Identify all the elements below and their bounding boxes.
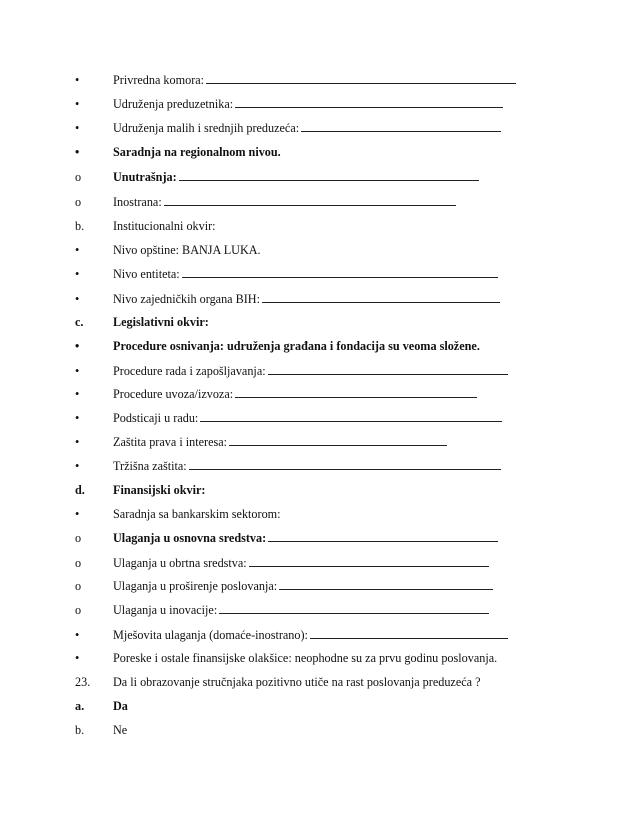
item-text: Tržišna zaštita:	[113, 459, 187, 473]
list-marker: b.	[75, 219, 85, 233]
list-item	[0, 627, 638, 643]
fill-in-blank	[229, 434, 447, 446]
list-item	[0, 314, 638, 330]
list-marker: c.	[75, 315, 84, 329]
fill-in-blank	[310, 627, 508, 639]
item-text: Privredna komora:	[113, 73, 205, 87]
list-marker: o	[75, 531, 82, 545]
item-text: Inostrana:	[113, 195, 162, 209]
fill-in-blank	[235, 386, 477, 398]
list-marker: •	[75, 267, 80, 281]
fill-in-blank	[268, 530, 498, 542]
item-text: Udruženja preduzetnika:	[113, 97, 234, 111]
question-number: 23.	[75, 675, 91, 689]
list-item	[0, 578, 638, 594]
list-item	[0, 458, 638, 474]
item-text: Udruženja malih i srednjih preduzeća:	[113, 121, 300, 135]
list-item	[0, 72, 638, 88]
fill-in-blank	[179, 169, 479, 181]
list-marker: •	[75, 145, 80, 159]
list-item	[0, 482, 638, 498]
fill-in-blank	[249, 555, 489, 567]
item-text: Unutrašnja:	[113, 170, 177, 184]
list-item	[0, 434, 638, 450]
list-item	[0, 144, 638, 160]
list-marker: o	[75, 556, 82, 570]
item-text: Legislativni okvir:	[113, 315, 209, 329]
list-marker: •	[75, 121, 80, 135]
list-marker: •	[75, 243, 80, 257]
list-item	[0, 120, 638, 136]
item-text: Zaštita prava i interesa:	[113, 435, 228, 449]
list-marker: •	[75, 651, 80, 665]
fill-in-blank	[182, 266, 498, 278]
item-text: Institucionalni okvir:	[113, 219, 216, 233]
list-item	[0, 291, 638, 307]
list-marker: •	[75, 628, 80, 642]
item-text: Ulaganja u proširenje poslovanja:	[113, 579, 278, 593]
list-item	[0, 650, 638, 666]
list-item	[0, 410, 638, 426]
list-marker: o	[75, 170, 82, 184]
list-item	[0, 506, 638, 522]
list-marker: •	[75, 387, 80, 401]
fill-in-blank	[235, 96, 503, 108]
list-marker: d.	[75, 483, 85, 497]
option-marker: a.	[75, 699, 85, 713]
fill-in-blank	[268, 363, 508, 375]
list-item	[0, 602, 638, 618]
item-text: Procedure osnivanja: udruženja građana i fondacija su veoma složene.	[113, 339, 480, 353]
fill-in-blank	[206, 72, 516, 84]
answer-option	[0, 698, 638, 714]
item-text: Saradnja na regionalnom nivou.	[113, 145, 281, 159]
list-marker: •	[75, 292, 80, 306]
list-marker: •	[75, 339, 80, 353]
list-marker: •	[75, 73, 80, 87]
list-item	[0, 386, 638, 402]
list-marker: •	[75, 411, 80, 425]
list-item	[0, 242, 638, 258]
list-item	[0, 218, 638, 234]
list-marker: o	[75, 579, 82, 593]
fill-in-blank	[200, 410, 502, 422]
list-item	[0, 169, 638, 185]
item-text: Nivo zajedničkih organa BIH:	[113, 292, 260, 306]
item-text: Nivo entiteta:	[113, 267, 180, 281]
list-item	[0, 338, 638, 354]
option-text: Ne	[113, 723, 128, 737]
item-text: Ulaganja u inovacije:	[113, 603, 218, 617]
fill-in-blank	[301, 120, 501, 132]
list-marker: •	[75, 97, 80, 111]
item-text: Ulaganja u osnovna sredstva:	[113, 531, 267, 545]
fill-in-blank	[219, 602, 489, 614]
list-item	[0, 266, 638, 282]
list-marker: o	[75, 603, 82, 617]
item-text: Finansijski okvir:	[113, 483, 206, 497]
list-item	[0, 363, 638, 379]
question-item	[0, 674, 638, 690]
fill-in-blank	[279, 578, 493, 590]
question-text: Da li obrazovanje stručnjaka pozitivno utiče na rast poslovanja preduzeća ?	[113, 675, 481, 689]
item-text: Procedure rada i zapošljavanja:	[113, 364, 266, 378]
list-marker: •	[75, 459, 80, 473]
list-item	[0, 96, 638, 112]
list-marker: o	[75, 195, 82, 209]
answer-option	[0, 722, 638, 738]
item-text: Mješovita ulaganja (domaće-inostrano):	[113, 628, 308, 642]
list-item	[0, 194, 638, 210]
fill-in-blank	[262, 291, 500, 303]
list-item	[0, 530, 638, 546]
item-text: Ulaganja u obrtna sredstva:	[113, 556, 247, 570]
list-marker: •	[75, 435, 80, 449]
option-marker: b.	[75, 723, 85, 737]
item-text: Procedure uvoza/izvoza:	[113, 387, 234, 401]
list-marker: •	[75, 364, 80, 378]
item-text: Nivo opštine: BANJA LUKA.	[113, 243, 261, 257]
fill-in-blank	[164, 194, 456, 206]
list-marker: •	[75, 507, 80, 521]
item-text: Podsticaji u radu:	[113, 411, 199, 425]
item-text: Saradnja sa bankarskim sektorom:	[113, 507, 281, 521]
item-text: Poreske i ostale finansijske olakšice: neophodne su za prvu godinu poslovanja.	[113, 651, 498, 665]
list-item	[0, 555, 638, 571]
fill-in-blank	[189, 458, 501, 470]
option-text: Da	[113, 699, 128, 713]
